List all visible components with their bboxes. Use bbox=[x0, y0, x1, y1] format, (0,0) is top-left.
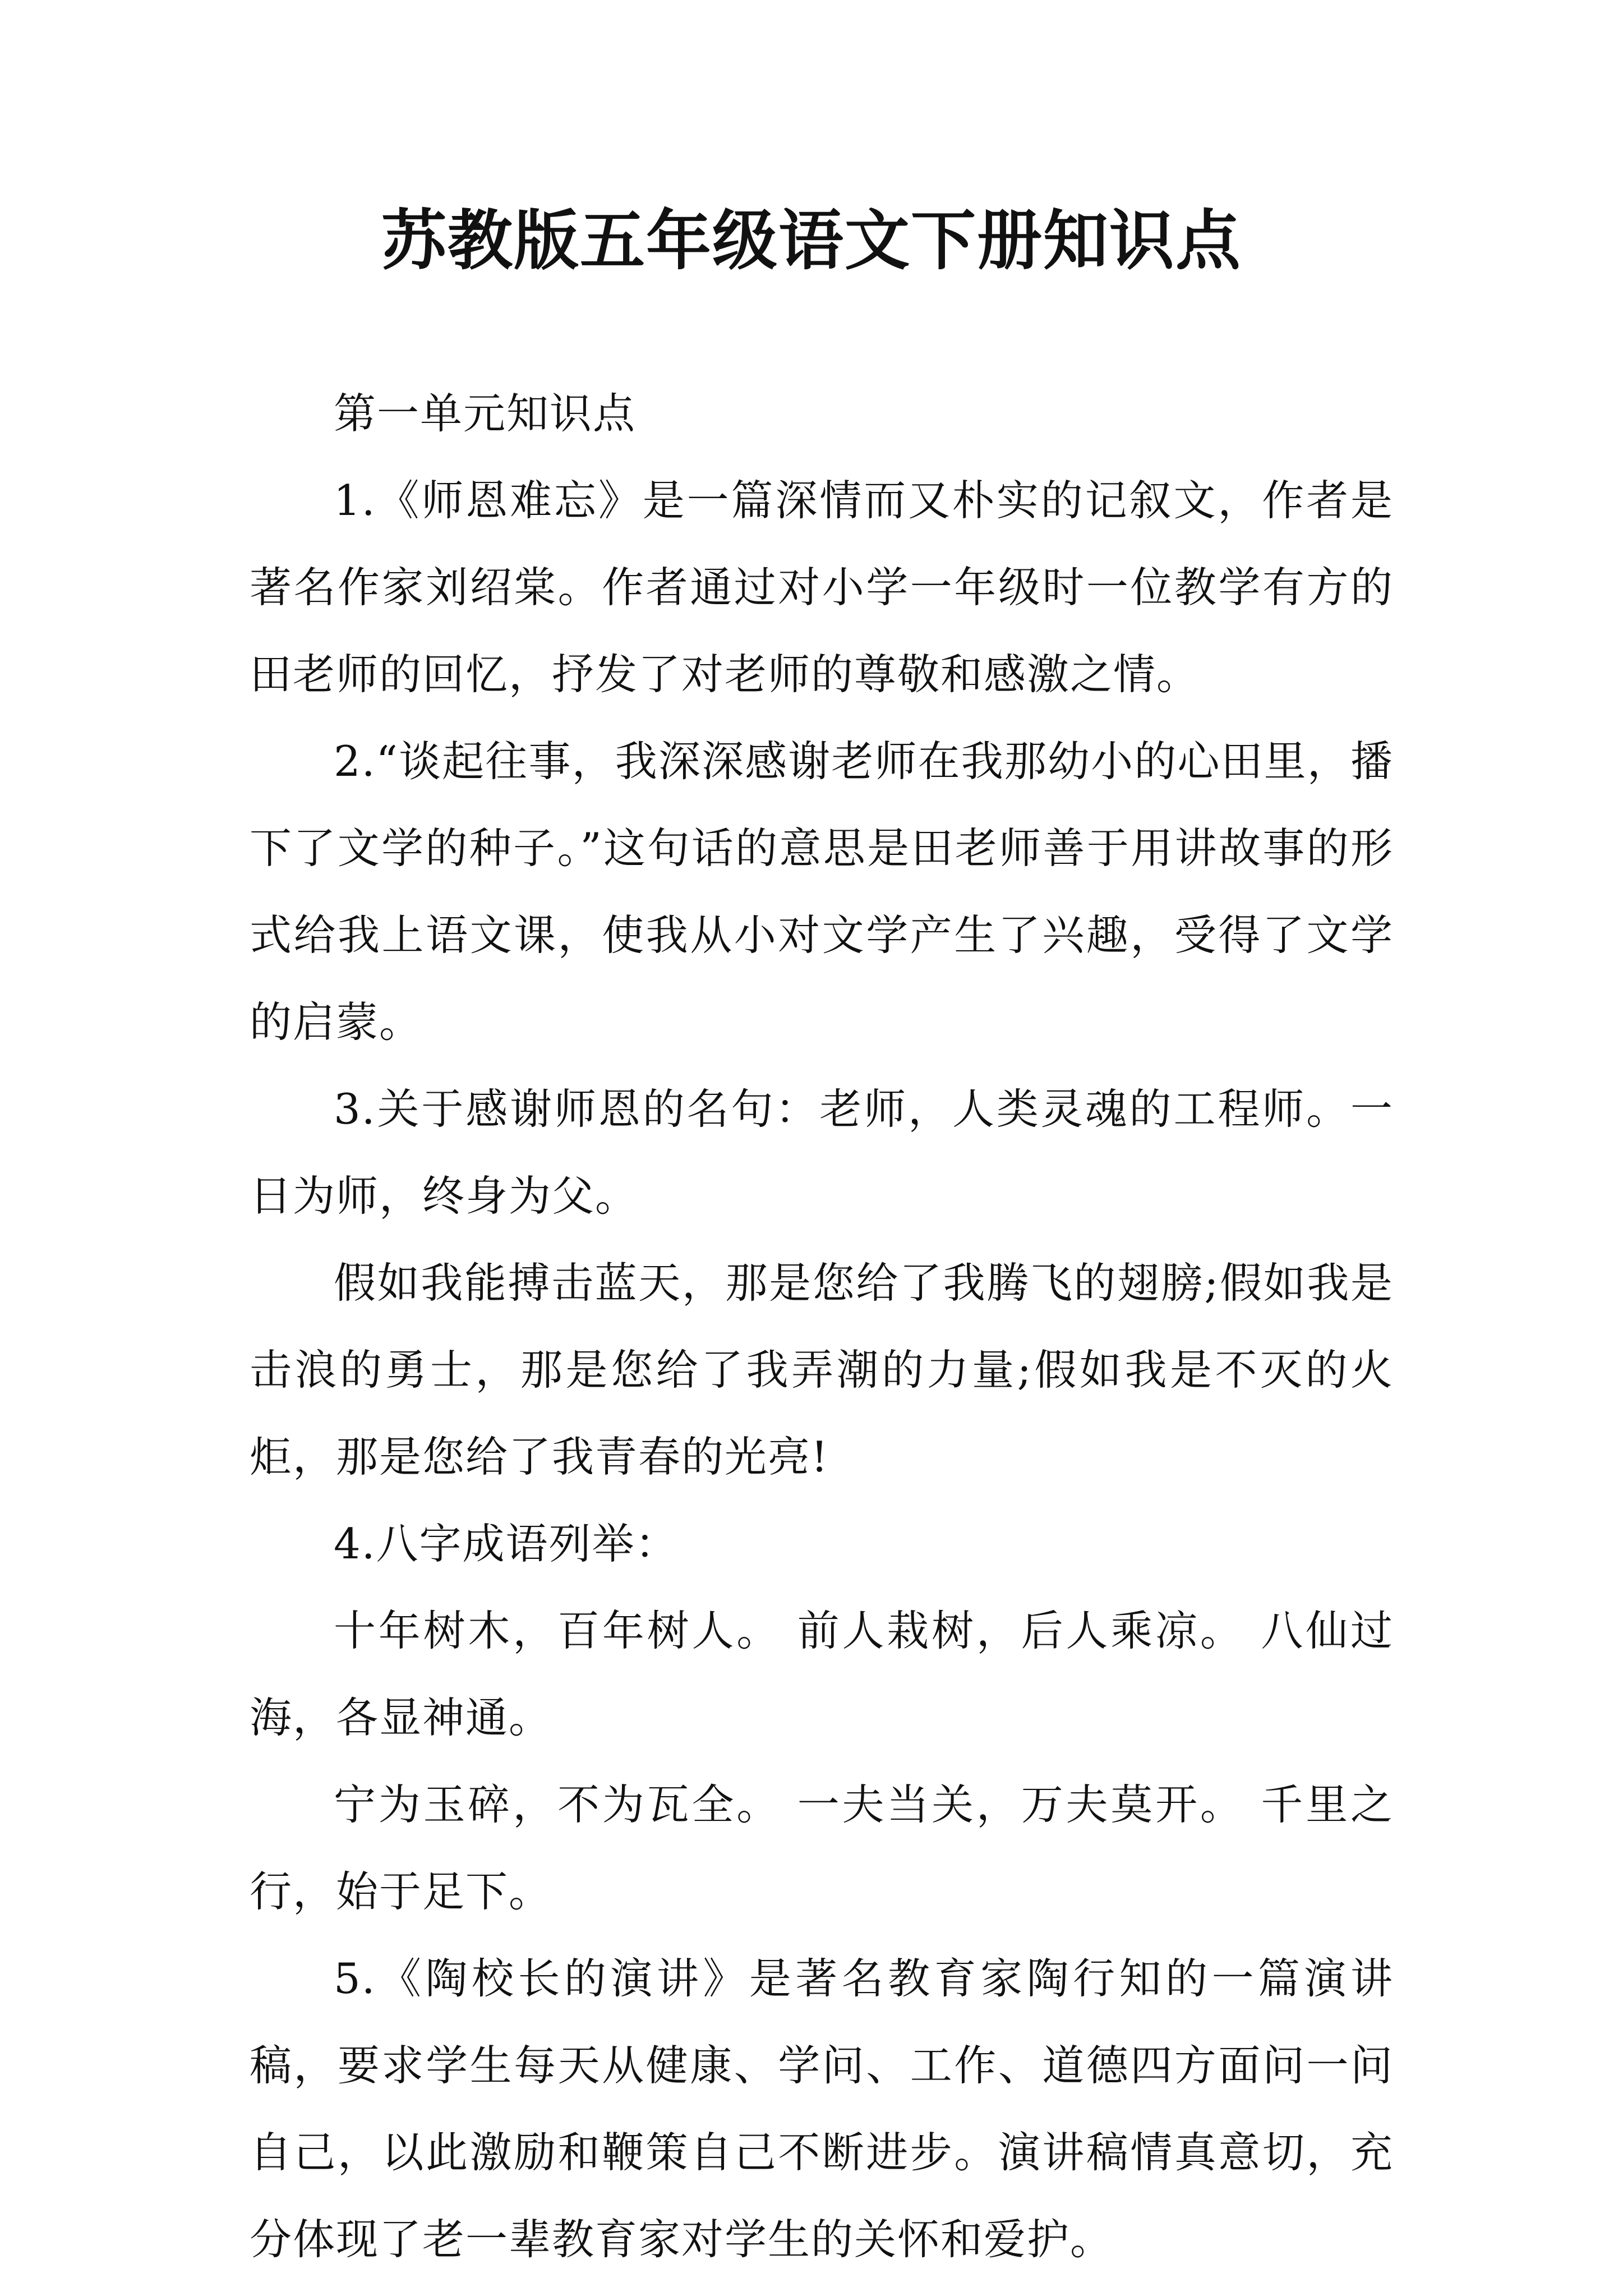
section-heading: 第一单元知识点 bbox=[334, 389, 637, 438]
document-title: 苏教版五年级语文下册知识点 bbox=[381, 203, 1242, 279]
paragraph: 4.八字成语列举： bbox=[334, 1519, 679, 1568]
paragraph: 1.《师恩难忘》是一篇深情而又朴实的记叙文，作者是著名作家刘绍棠。作者通过对小学一年级时一位教学有方的田老师的回忆，抒发了对老师的尊敬和感激之情。 bbox=[250, 476, 1394, 699]
paragraph: 宁为玉碎，不为瓦全。 一夫当关，万夫莫开。 千里之行，始于足下。 bbox=[250, 1780, 1394, 1916]
paragraph: 2.“谈起往事，我深深感谢老师在我那幼小的心田里，播下了文学的种子。”这句话的意思是田老师善于用讲故事的形式给我上语文课，使我从小对文学产生了兴趣，受得了文学的启蒙。 bbox=[250, 737, 1394, 1047]
paragraph: 3.关于感谢师恩的名句：老师，人类灵魂的工程师。一日为师，终身为父。 bbox=[250, 1084, 1394, 1221]
document-body bbox=[250, 370, 1394, 2283]
paragraph: 假如我能搏击蓝天，那是您给了我腾飞的翅膀;假如我是击浪的勇士，那是您给了我弄潮的力量;假如我是不灭的火炬，那是您给了我青春的光亮! bbox=[250, 1258, 1394, 1481]
paragraph: 十年树木，百年树人。 前人栽树，后人乘凉。 八仙过海，各显神通。 bbox=[250, 1606, 1394, 1742]
paragraph: 5.《陶校长的演讲》是著名教育家陶行知的一篇演讲稿，要求学生每天从健康、学问、工作、道德四方面问一问自己，以此激励和鞭策自己不断进步。演讲稿情真意切，充分体现了老一辈教育家对学生的关怀和爱护。 bbox=[250, 1954, 1394, 2264]
